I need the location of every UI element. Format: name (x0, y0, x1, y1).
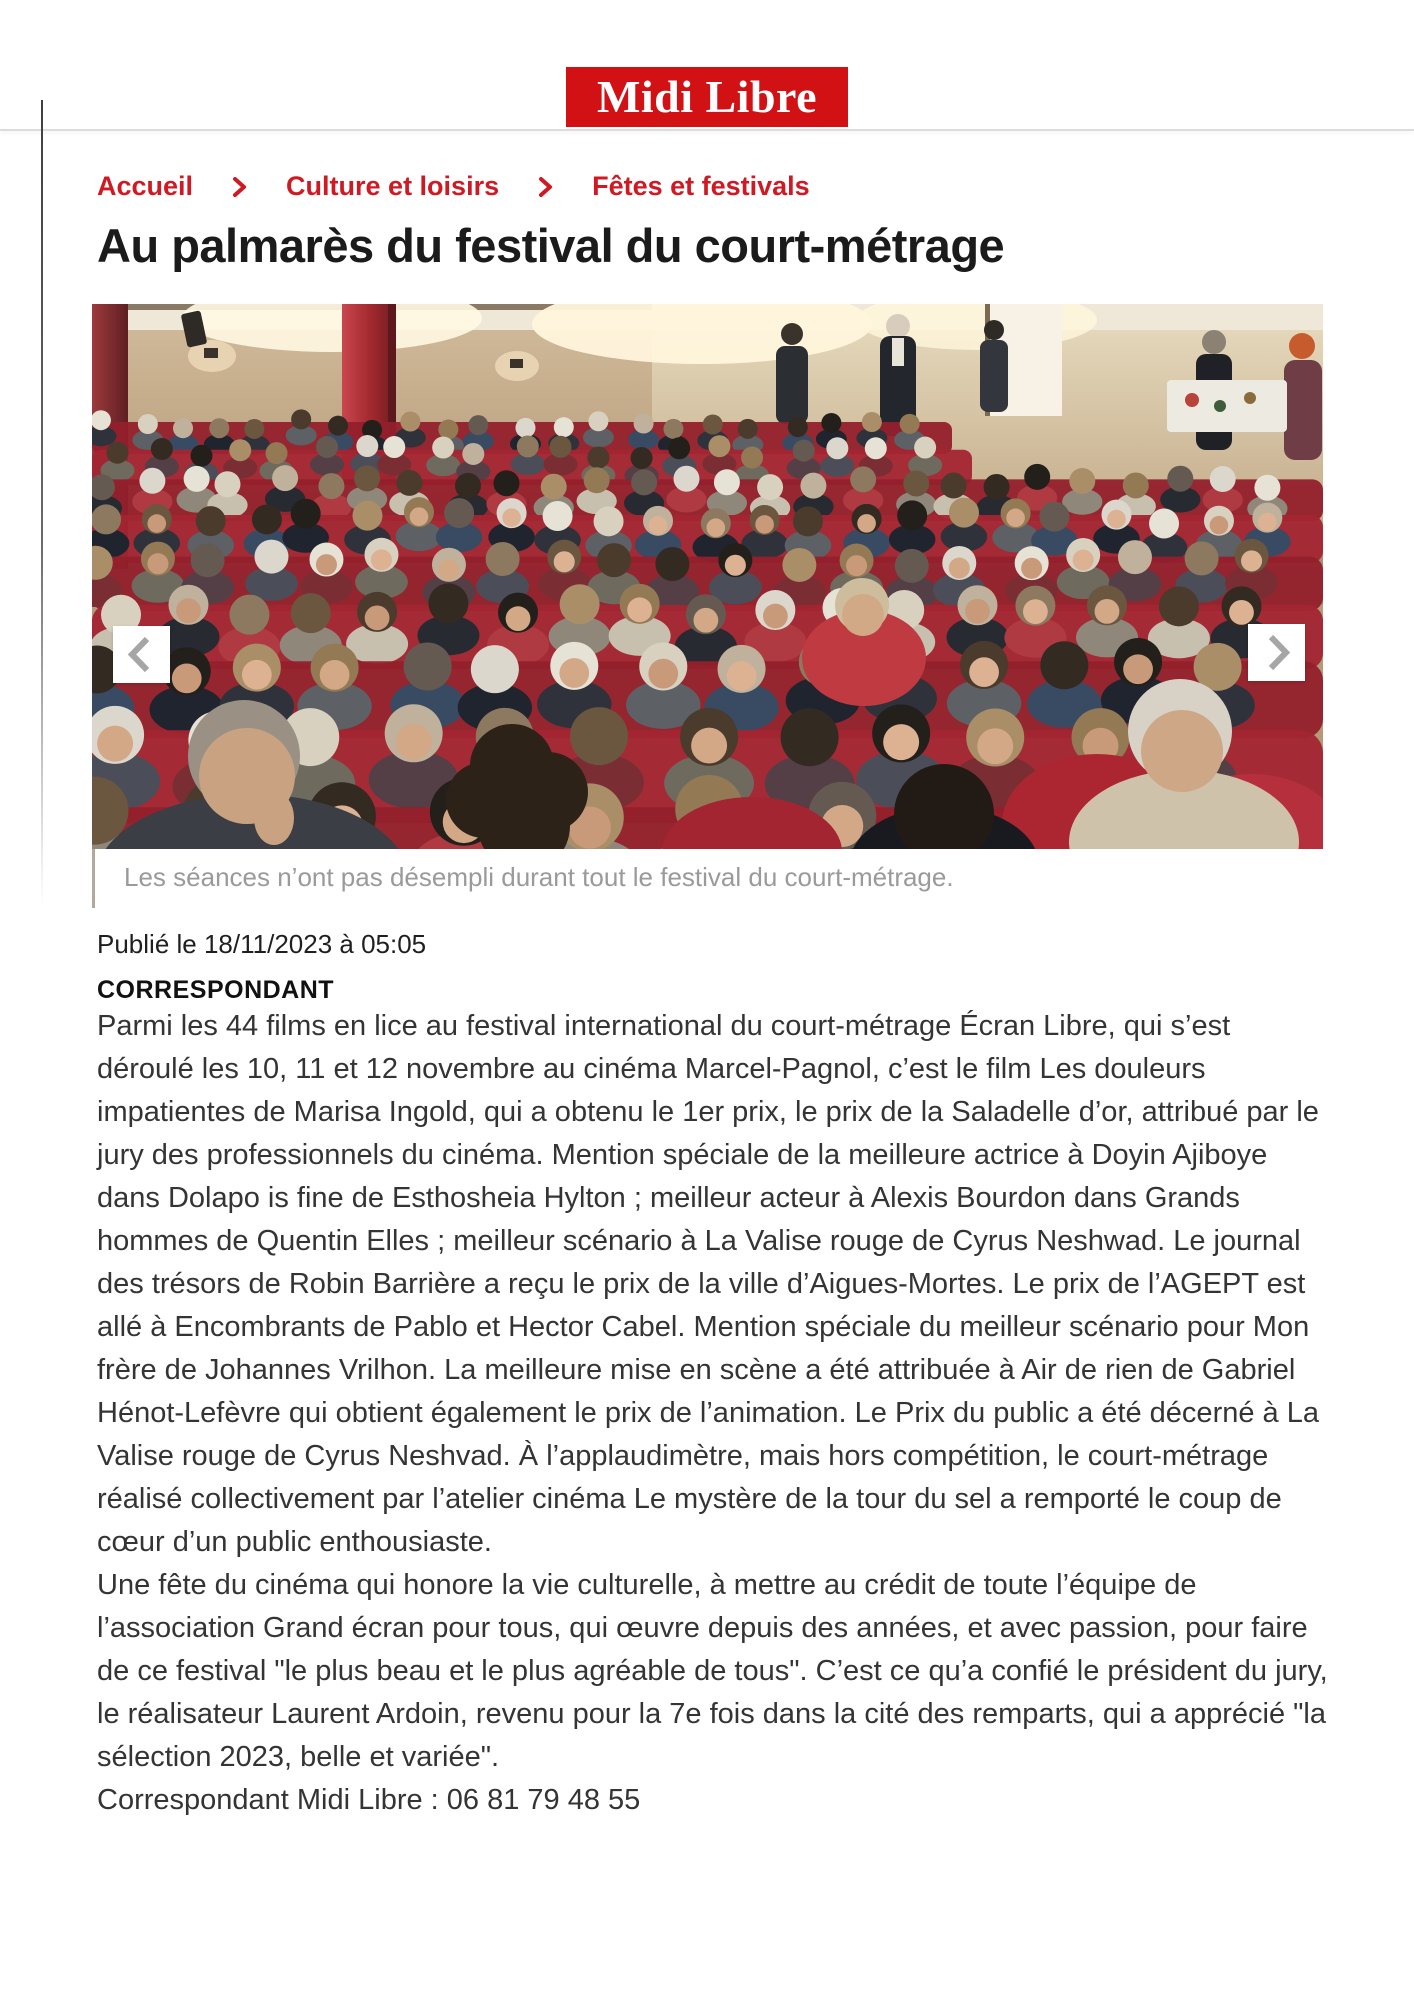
breadcrumb-link-accueil[interactable]: Accueil (97, 171, 194, 201)
chevron-right-icon (1248, 624, 1305, 681)
author-label: CORRESPONDANT (97, 976, 335, 1004)
breadcrumb (97, 171, 1330, 202)
chevron-left-icon (113, 626, 170, 683)
breadcrumb-link-culture-et-loisirs[interactable]: Culture et loisirs (286, 171, 500, 201)
cinema-audience-photo (92, 304, 1323, 849)
page-title: Au palmarès du festival du court-métrage (97, 219, 1005, 272)
publish-date: Publié le 18/11/2023 à 05:05 (97, 929, 427, 959)
breadcrumb-link-fetes-et-festivals[interactable]: Fêtes et festivals (592, 171, 810, 201)
article-paragraph: Parmi les 44 films en lice au festival international du court-métrage Écran Libre, qui s’est déroulé les 10, 11 et 12 novembre au cinéma Marcel-Pagnol, c’est le film Les douleurs impatientes de Marisa Ingold, qui a obtenu le 1er prix, le prix de la Saladelle d’or, attribué par le jury des professionnels du cinéma. Mention spéciale de la meilleure actrice à Doyin Ajiboye dans Dolapo is fine de Esthosheia Hylton ; meilleur acteur à Alexis Bourdon dans Grands hommes de Quentin Elles ; meilleur scénario à La Valise rouge de Cyrus Neshwad. Le journal des trésors de Robin Barrière a reçu le prix de la ville d’Aigues-Mortes. Le prix de l’AGEPT est allé à Encombrants de Pablo et Hector Cabel. Mention spéciale du meilleur scénario pour Mon frère de Johannes Vrilhon. La meilleure mise en scène a été attribuée à Air de rien de Gabriel Hénot-Lefèvre qui obtient également le prix de l’animation. Le Prix du public a été décerné à La Valise rouge de Cyrus Neshvad. À l’applaudimètre, mais hors compétition, le court-métrage réalisé collectivement par l’atelier cinéma Le mystère de la tour du sel a remporté le coup de cœur d’un public enthousiaste. (97, 1010, 1319, 1558)
correspondent-contact: Correspondant Midi Libre : 06 81 79 48 55 (97, 1784, 641, 1816)
article-body (97, 1005, 1330, 1822)
chevron-right-icon (537, 176, 554, 198)
chevron-right-icon (231, 176, 248, 198)
page-edge-line (41, 100, 43, 905)
carousel-prev-button[interactable] (113, 626, 170, 683)
header-divider (0, 129, 1414, 131)
article-photo (92, 304, 1323, 849)
article-paragraph: Une fête du cinéma qui honore la vie culturelle, à mettre au crédit de toute l’équipe de l’association Grand écran pour tous, qui œuvre depuis des années, et avec passion, pour faire de ce festival "le plus beau et le plus agréable de tous". C’est ce qu’a confié le président du jury, le réalisateur Laurent Ardoin, revenu pour la 7e fois dans la cité des remparts, qui a apprécié "la sélection 2023, belle et variée". (97, 1569, 1328, 1773)
site-header (0, 0, 1414, 131)
article-page (0, 171, 1414, 1822)
site-logo[interactable]: Midi Libre (566, 67, 848, 127)
photo-caption: Les séances n’ont pas désempli durant tout le festival du court-métrage. (92, 849, 1330, 908)
carousel-next-button[interactable] (1248, 624, 1305, 681)
